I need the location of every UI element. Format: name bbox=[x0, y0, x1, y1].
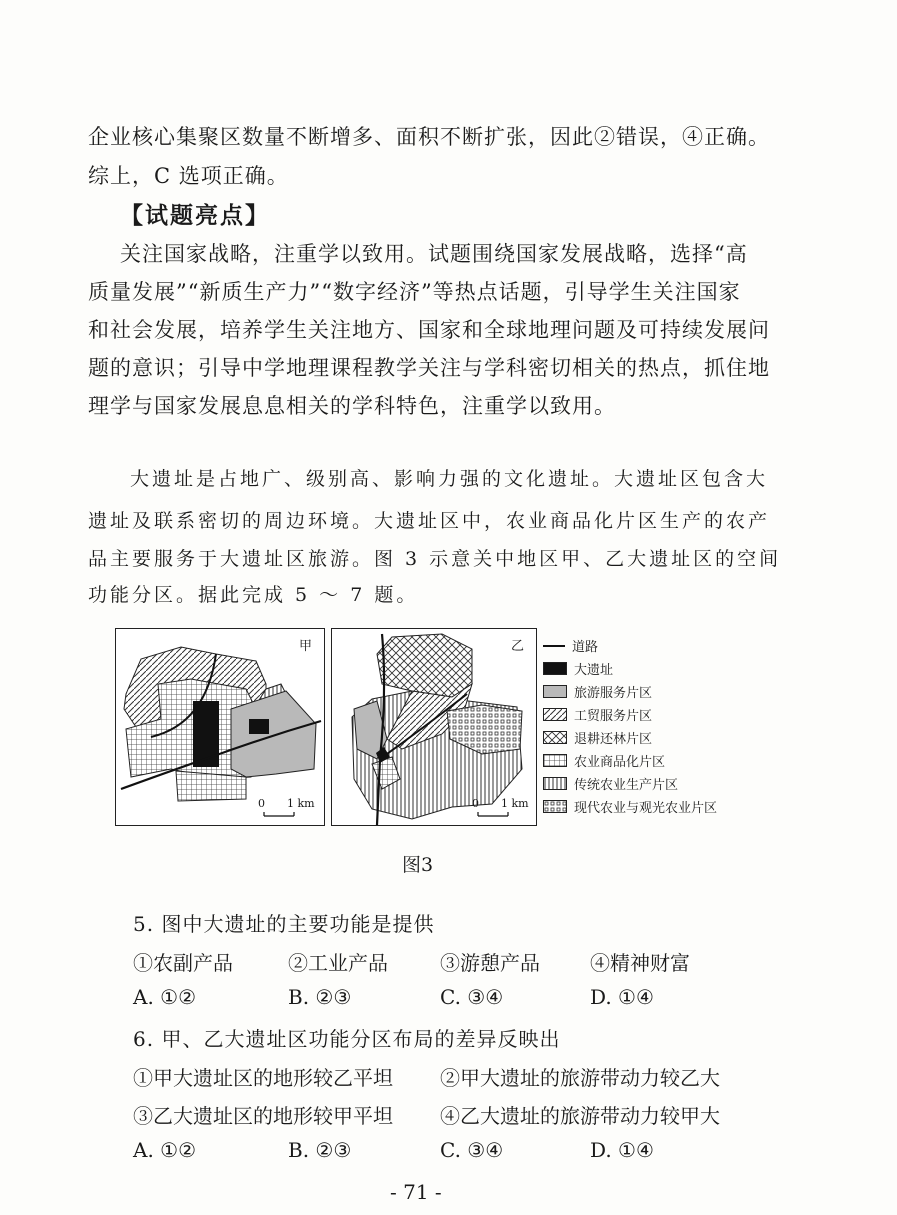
road-line-icon bbox=[543, 645, 565, 647]
map-b bbox=[331, 628, 537, 826]
map-b-scale-zero: 0 bbox=[472, 797, 479, 810]
legend-reforest: 退耕还林片区 bbox=[543, 728, 652, 747]
site-swatch-icon bbox=[543, 662, 567, 675]
question-6-stem: 6. 甲、乙大遗址区功能分区布局的差异反映出 bbox=[133, 1027, 561, 1051]
question-5-item-4: ④精神财富 bbox=[590, 951, 690, 975]
map-a-site-small bbox=[249, 719, 269, 734]
question-6-choice-b[interactable]: B. ②③ bbox=[288, 1138, 352, 1162]
map-a-site-main bbox=[193, 701, 219, 767]
figure-caption: 图3 bbox=[402, 854, 434, 876]
question-6-item-3: ③乙大遗址区的地形较甲平坦 bbox=[133, 1104, 393, 1128]
legend-traditional-farm: 传统农业生产片区 bbox=[543, 774, 678, 793]
question-6-item-2: ②甲大遗址的旅游带动力较乙大 bbox=[440, 1066, 720, 1090]
map-a-scale-zero: 0 bbox=[258, 797, 265, 810]
page-number: - 71 - bbox=[390, 1180, 442, 1204]
text-line: 题的意识；引导中学地理课程教学关注与学科密切相关的热点，抓住地 bbox=[88, 356, 770, 380]
question-5-item-3: ③游憩产品 bbox=[440, 951, 540, 975]
map-legend bbox=[543, 632, 743, 822]
agri-commercial-swatch-icon bbox=[543, 754, 567, 767]
question-6-item-1: ①甲大遗址区的地形较乙平坦 bbox=[133, 1066, 393, 1090]
legend-tourism: 旅游服务片区 bbox=[543, 682, 652, 701]
traditional-farm-swatch-icon bbox=[543, 777, 567, 790]
modern-farm-swatch-icon bbox=[543, 800, 567, 813]
legend-trade: 工贸服务片区 bbox=[543, 705, 652, 724]
text-line: 质量发展”“新质生产力”“数字经济”等热点话题，引导学生关注国家 bbox=[88, 280, 741, 304]
text-line: 关注国家战略，注重学以致用。试题围绕国家发展战略，选择“高 bbox=[120, 242, 748, 266]
map-b-scale-unit: 1 km bbox=[501, 797, 529, 810]
section-heading: 【试题亮点】 bbox=[120, 203, 270, 229]
question-5-item-2: ②工业产品 bbox=[288, 951, 388, 975]
question-6-choice-a[interactable]: A. ①② bbox=[133, 1138, 197, 1162]
text-line: 企业核心集聚区数量不断增多、面积不断扩张，因此②错误，④正确。 bbox=[88, 125, 770, 149]
question-6-item-4: ④乙大遗址的旅游带动力较甲大 bbox=[440, 1104, 720, 1128]
map-a-label: 甲 bbox=[298, 639, 312, 654]
legend-site: 大遗址 bbox=[543, 659, 613, 678]
question-5-stem: 5. 图中大遗址的主要功能是提供 bbox=[133, 912, 435, 936]
text-line: 综上，C 选项正确。 bbox=[88, 164, 289, 188]
map-b-reforest-zone bbox=[377, 634, 472, 697]
passage-line: 大遗址是占地广、级别高、影响力强的文化遗址。大遗址区包含大 bbox=[130, 468, 769, 490]
tourism-swatch-icon bbox=[543, 685, 567, 698]
question-5-choice-b[interactable]: B. ②③ bbox=[288, 985, 352, 1009]
map-b-label: 乙 bbox=[510, 639, 524, 654]
text-line: 理学与国家发展息息相关的学科特色，注重学以致用。 bbox=[88, 394, 616, 418]
trade-swatch-icon bbox=[543, 708, 567, 721]
text-line: 和社会发展，培养学生关注地方、国家和全球地理问题及可持续发展问 bbox=[88, 318, 770, 342]
reforest-swatch-icon bbox=[543, 731, 567, 744]
question-5-choice-a[interactable]: A. ①② bbox=[133, 985, 197, 1009]
legend-agri-commercial: 农业商品化片区 bbox=[543, 751, 665, 770]
passage-line: 功能分区。据此完成 5 ～ 7 题。 bbox=[88, 584, 419, 606]
legend-modern-farm: 现代农业与观光农业片区 bbox=[543, 797, 717, 816]
passage-line: 品主要服务于大遗址区旅游。图 3 示意关中地区甲、乙大遗址区的空间 bbox=[88, 548, 782, 570]
passage-line: 遗址及联系密切的周边环境。大遗址区中，农业商品化片区生产的农产 bbox=[88, 510, 771, 532]
question-5-item-1: ①农副产品 bbox=[133, 951, 233, 975]
map-a bbox=[115, 628, 325, 826]
question-6-choice-d[interactable]: D. ①④ bbox=[590, 1138, 654, 1162]
map-a-scale-unit: 1 km bbox=[287, 797, 315, 810]
question-5-choice-c[interactable]: C. ③④ bbox=[440, 985, 504, 1009]
question-5-choice-d[interactable]: D. ①④ bbox=[590, 985, 654, 1009]
question-6-choice-c[interactable]: C. ③④ bbox=[440, 1138, 504, 1162]
legend-road: 道路 bbox=[543, 636, 598, 655]
